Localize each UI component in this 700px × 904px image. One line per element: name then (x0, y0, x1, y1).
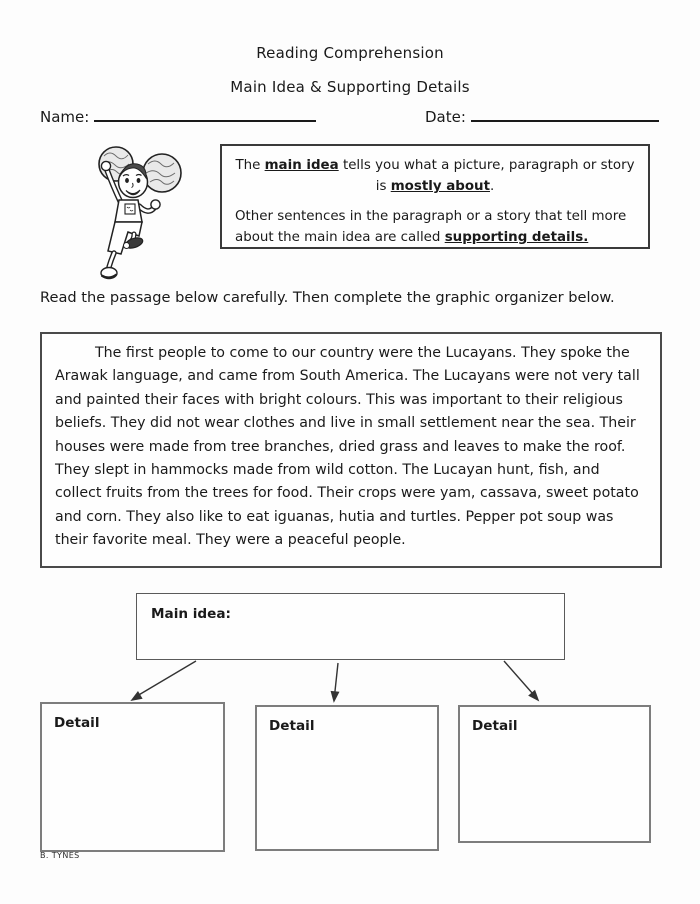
page-title: Reading Comprehension (256, 44, 444, 62)
date-label: Date: (425, 108, 466, 126)
author-credit: B. TYNES (40, 851, 80, 860)
main-idea-box[interactable] (136, 593, 565, 660)
jumping-girl-illustration (76, 140, 204, 288)
term-mostly-about: mostly about (390, 179, 490, 194)
arrow-middle-head (332, 692, 339, 701)
definition-supporting-details (235, 206, 635, 248)
name-field (40, 108, 316, 126)
arrow-left (137, 661, 196, 696)
arrow-right (504, 661, 533, 694)
term-supporting-details: supporting details. (444, 230, 589, 245)
arrow-middle (335, 663, 338, 694)
detail-box-3[interactable] (458, 705, 651, 843)
definition-main-idea (235, 155, 635, 197)
definition-box (220, 144, 650, 249)
detail-label: Detail (269, 718, 315, 734)
definition-text: tells you what a picture, paragraph or story is (338, 158, 635, 194)
detail-box-2[interactable] (255, 705, 439, 851)
detail-box-1[interactable] (40, 702, 225, 852)
detail-label: Detail (472, 718, 518, 734)
passage-text: The first people to come to our country were the Lucayans. They spoke the Arawak language, and came from South America. The Lucayans were not very tall and painted their faces with bright colours. This was important to their religious beliefs. They did not wear clothes and live in small settlement near the sea. Their houses were made from tree branches, dried grass and leaves to make the roof. They slept in hammocks made from wild cotton. The Lucayan hunt, fish, and collect fruits from the trees for food. Their crops were yam, cassava, sweet potato and corn. They also like to eat iguanas, hutia and turtles. Pepper pot soup was their favorite meal. They were a peaceful people. (55, 345, 640, 549)
main-idea-label: Main idea: (151, 606, 231, 622)
date-field (425, 108, 659, 126)
page-subtitle: Main Idea & Supporting Details (230, 78, 470, 96)
name-label: Name: (40, 108, 90, 126)
definition-text: Other sentences in the paragraph or a story that tell more about the main idea are called (235, 209, 627, 245)
passage-box (40, 332, 662, 568)
definition-text: . (489, 179, 495, 194)
organizer-arrows (100, 655, 580, 705)
term-main-idea: main idea (264, 158, 339, 173)
instruction-text: Read the passage below carefully. Then complete the graphic organizer below. (40, 289, 615, 306)
detail-label: Detail (54, 715, 100, 731)
name-input-line[interactable] (94, 109, 316, 122)
definition-text: The (235, 158, 265, 173)
girl-cartoon-svg (76, 140, 204, 288)
date-input-line[interactable] (471, 109, 659, 122)
